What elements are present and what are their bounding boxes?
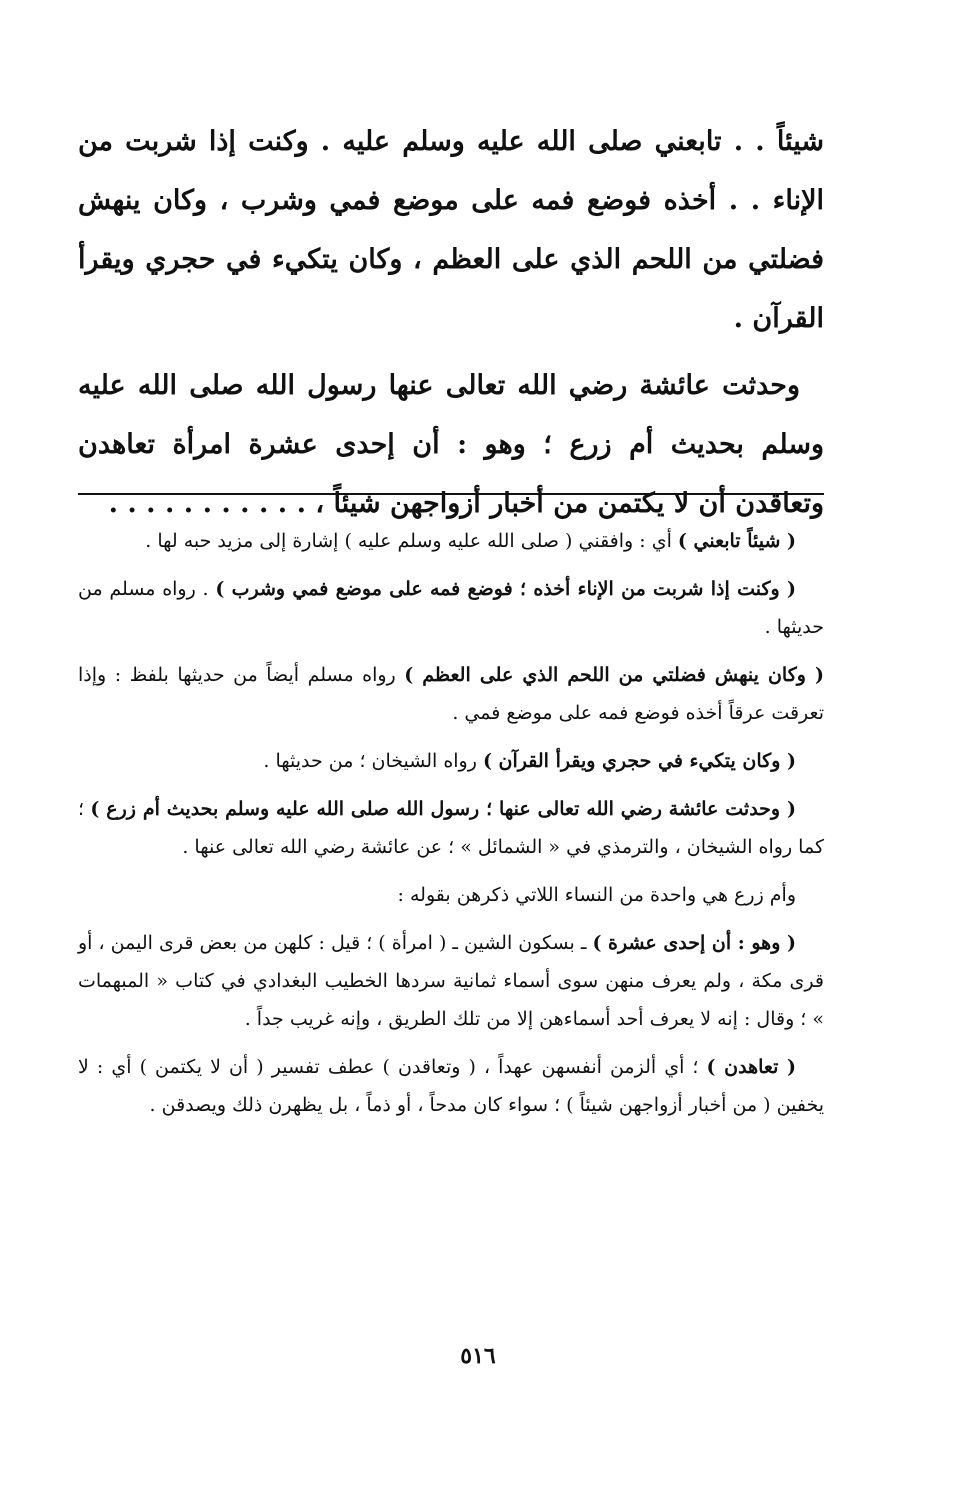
note-8-text: ؛ أي ألزمن أنفسهن عهداً ، ( وتعاقدن ) عطف تفسير ( أن لا يكتمن ) أي : لا يخفين ( من أخبار أزواجهن شيئاً ) ؛ سواء كان مدحاً ، أو ذماً ، بل يظهرن ذلك ويصدقن . <box>78 1056 824 1116</box>
note-5 <box>78 790 824 866</box>
note-8 <box>78 1048 824 1124</box>
note-6-text: وأم زرع هي واحدة من النساء اللاتي ذكرهن بقوله : <box>397 884 796 906</box>
footnote-divider <box>78 493 824 495</box>
note-3-quote: ( وكان ينهش فضلتي من اللحم الذي على العظم ) <box>404 664 824 686</box>
page-number: ٥١٦ <box>460 1343 496 1369</box>
note-7-text: ـ بسكون الشين ـ ( امرأة ) ؛ قيل : كلهن من بعض قرى اليمن ، أو قرى مكة ، ولم يعرف منهن سوى أسماء ثمانية سردها الخطيب البغدادي في كتاب « المبهمات » ؛ وقال : إنه لا يعرف أحد أسماءهن إلا من تلك الطريق ، وإنه غريب جداً . <box>78 932 824 1030</box>
note-4 <box>78 742 824 780</box>
note-2 <box>78 570 824 646</box>
note-5-text: ؛ كما رواه الشيخان ، والترمذي في « الشمائل » ؛ عن عائشة رضي الله تعالى عنها . <box>78 798 824 858</box>
note-5-quote: ( وحدثت عائشة رضي الله تعالى عنها ؛ رسول الله صلى الله عليه وسلم بحديث أم زرع ) <box>90 798 796 820</box>
note-4-quote: ( وكان يتكيء في حجري ويقرأ القرآن ) <box>482 750 796 772</box>
note-1 <box>78 522 824 560</box>
note-1-quote: ( شيئاً تابعني ) <box>677 530 796 552</box>
note-7-quote: ( وهو : أن إحدى عشرة ) <box>592 932 796 954</box>
main-paragraph-1: شيئاً . . تابعني صلى الله عليه وسلم عليه . وكنت إذا شربت من الإناء . . أخذه فوضع فمه على موضع فمي وشرب ، وكان ينهش فضلتي من اللحم الذي على العظم ، وكان يتكيء في حجري ويقرأ القرآن . <box>78 126 824 334</box>
note-3 <box>78 656 824 732</box>
main-text <box>78 112 824 541</box>
note-7 <box>78 924 824 1038</box>
note-4-text: رواه الشيخان ؛ من حديثها . <box>263 750 483 772</box>
note-3-text: رواه مسلم أيضاً من حديثها بلفظ : وإذا تعرقت عرقاً أخذه فوضع فمه على موضع فمي . <box>78 664 824 724</box>
note-6 <box>78 876 824 914</box>
note-8-quote: ( تعاهدن ) <box>706 1056 796 1078</box>
note-1-text: أي : وافقني ( صلى الله عليه وسلم عليه ) إشارة إلى مزيد حبه لها . <box>145 530 678 552</box>
commentary-notes <box>78 522 824 1134</box>
note-2-quote: ( وكنت إذا شربت من الإناء أخذه ؛ فوضع فمه على موضع فمي وشرب ) <box>215 578 796 600</box>
main-paragraph-2: وحدثت عائشة رضي الله تعالى عنها رسول الله صلى الله عليه وسلم بحديث أم زرع ؛ وهو : أن إحدى عشرة امرأة تعاهدن وتعاقدن أن لا يكتمن من أخبار أزواجهن شيئاً ، . . . . . . . . . . . <box>78 370 824 519</box>
note-2-text: . رواه مسلم من حديثها . <box>78 578 824 638</box>
